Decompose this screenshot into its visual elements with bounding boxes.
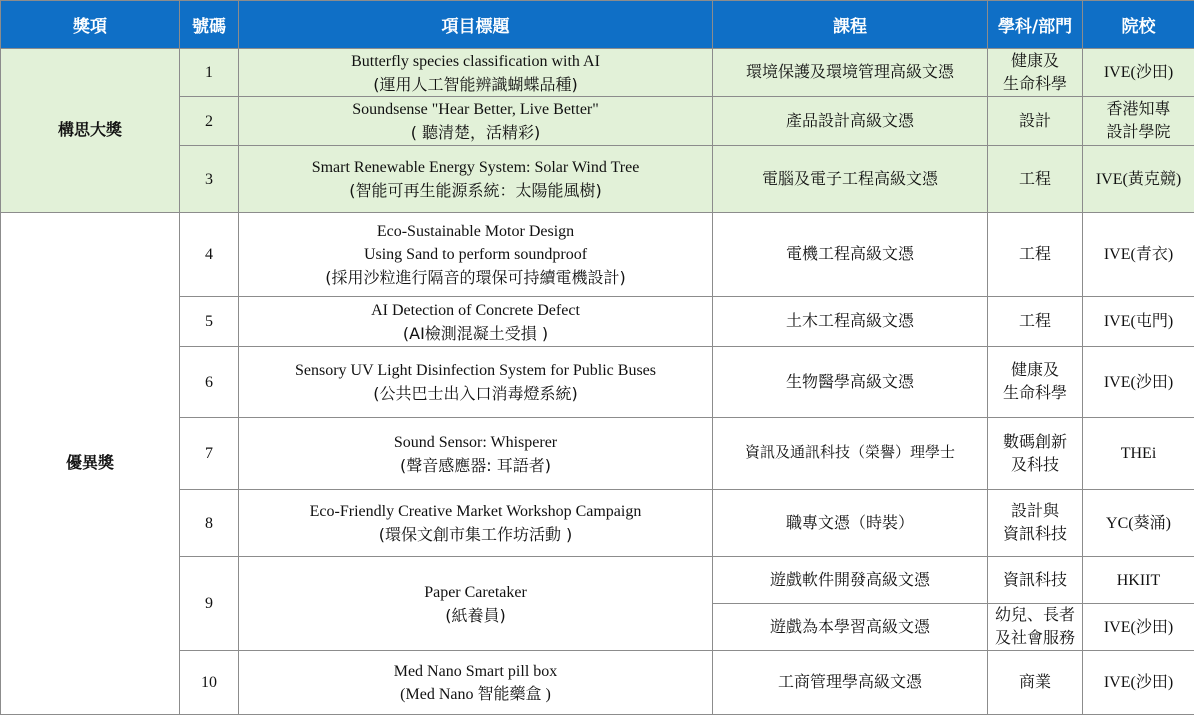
project-title-zh: (AI檢測混凝土受損 ) (402, 323, 549, 343)
row-number: 4 (180, 213, 239, 297)
table-row (1, 490, 1194, 557)
header-title: 項目標題 (239, 1, 713, 49)
campus: IVE(沙田) (1083, 49, 1194, 97)
table-row (1, 651, 1194, 715)
project-title (239, 97, 713, 146)
project-title-en: Eco-Sustainable Motor Design (376, 223, 575, 240)
project-title (239, 146, 713, 213)
discipline-secondary: 幼兒、長者 及社會服務 (988, 604, 1083, 651)
course: 工商管理學高級文憑 (713, 651, 988, 715)
discipline: 設計與 資訊科技 (988, 490, 1083, 557)
course: 產品設計高級文憑 (713, 97, 988, 146)
project-title (239, 49, 713, 97)
campus: IVE(青衣) (1083, 213, 1194, 297)
header-row (1, 1, 1194, 49)
header-discipline: 學科/部門 (988, 1, 1083, 49)
project-title (239, 490, 713, 557)
header-award: 獎項 (1, 1, 180, 49)
row-number: 8 (180, 490, 239, 557)
project-title (239, 297, 713, 347)
campus: YC(葵涌) (1083, 490, 1194, 557)
project-title-zh: (聲音感應器: 耳語者) (400, 455, 551, 475)
course: 遊戲軟件開發高級文憑 (713, 557, 988, 604)
table-row (1, 347, 1194, 418)
campus: IVE(沙田) (1083, 347, 1194, 418)
project-title-en-line2: Using Sand to perform soundproof (363, 246, 588, 263)
project-title-zh: ( 聽清楚，活精彩) (410, 123, 541, 142)
award-group-concept: 構思大獎 (1, 49, 180, 213)
course: 土木工程高級文憑 (713, 297, 988, 347)
project-title (239, 418, 713, 490)
campus: HKIIT (1083, 557, 1194, 604)
row-number: 1 (180, 49, 239, 97)
row-number: 2 (180, 97, 239, 146)
campus: 香港知專 設計學院 (1083, 97, 1194, 146)
project-title-en: Med Nano Smart pill box (393, 662, 558, 680)
table-row (1, 418, 1194, 490)
row-number: 7 (180, 418, 239, 490)
campus: THEi (1083, 418, 1194, 490)
table-row (1, 297, 1194, 347)
campus-secondary: IVE(沙田) (1083, 604, 1194, 651)
row-number: 5 (180, 297, 239, 347)
discipline: 健康及 生命科學 (988, 347, 1083, 418)
project-title-en: Paper Caretaker (424, 583, 527, 601)
course: 電機工程高級文憑 (713, 213, 988, 297)
project-title-en: Eco-Friendly Creative Market Workshop Campaign (309, 503, 642, 520)
header-number: 號碼 (180, 1, 239, 49)
campus: IVE(黃克競) (1083, 146, 1194, 213)
project-title-zh: (採用沙粒進行隔音的環保可持續電機設計) (325, 268, 626, 287)
course: 生物醫學高級文憑 (713, 347, 988, 418)
row-number: 3 (180, 146, 239, 213)
discipline: 資訊科技 (988, 557, 1083, 604)
project-title-en: Butterfly species classification with AI (351, 52, 600, 70)
project-title (239, 651, 713, 715)
course: 環境保護及環境管理高級文憑 (713, 49, 988, 97)
campus: IVE(沙田) (1083, 651, 1194, 715)
project-title-zh: (公共巴士出入口消毒燈系統) (373, 384, 578, 403)
discipline: 工程 (988, 146, 1083, 213)
row-number: 10 (180, 651, 239, 715)
project-title-en: AI Detection of Concrete Defect (371, 301, 580, 319)
project-title (239, 347, 713, 418)
discipline: 健康及 生命科學 (988, 49, 1083, 97)
table-row (1, 557, 1194, 604)
row-number: 6 (180, 347, 239, 418)
project-title-zh: (運用人工智能辨識蝴蝶品種) (373, 74, 578, 94)
award-group-merit: 優異獎 (1, 213, 180, 715)
discipline: 商業 (988, 651, 1083, 715)
project-title-zh: (Med Nano 智能藥盒 ) (400, 685, 551, 703)
project-title-en: Smart Renewable Energy System: Solar Wind Tree (311, 159, 640, 176)
project-title-en: Sensory UV Light Disinfection System for Public Buses (294, 362, 657, 379)
project-title (239, 557, 713, 651)
project-title-en: Sound Sensor: Whisperer (393, 433, 558, 451)
table-row (1, 146, 1194, 213)
table-row (1, 49, 1194, 97)
course-secondary: 遊戲為本學習高級文憑 (713, 604, 988, 651)
discipline: 數碼創新 及科技 (988, 418, 1083, 490)
discipline: 工程 (988, 297, 1083, 347)
course: 資訊及通訊科技（榮譽）理學士 (713, 418, 988, 490)
project-title-zh: (紙養員) (445, 605, 506, 625)
table-row (1, 97, 1194, 146)
row-number: 9 (180, 557, 239, 651)
discipline: 設計 (988, 97, 1083, 146)
project-title-en: Soundsense "Hear Better, Live Better" (352, 101, 599, 118)
campus: IVE(屯門) (1083, 297, 1194, 347)
header-campus: 院校 (1083, 1, 1194, 49)
course: 職專文憑（時裝） (713, 490, 988, 557)
project-title-zh: (環保文創市集工作坊活動 ) (378, 525, 573, 544)
project-title-zh: (智能可再生能源系統：太陽能風樹) (349, 181, 602, 200)
project-title (239, 213, 713, 297)
course: 電腦及電子工程高級文憑 (713, 146, 988, 213)
table-row (1, 213, 1194, 297)
header-course: 課程 (713, 1, 988, 49)
discipline: 工程 (988, 213, 1083, 297)
